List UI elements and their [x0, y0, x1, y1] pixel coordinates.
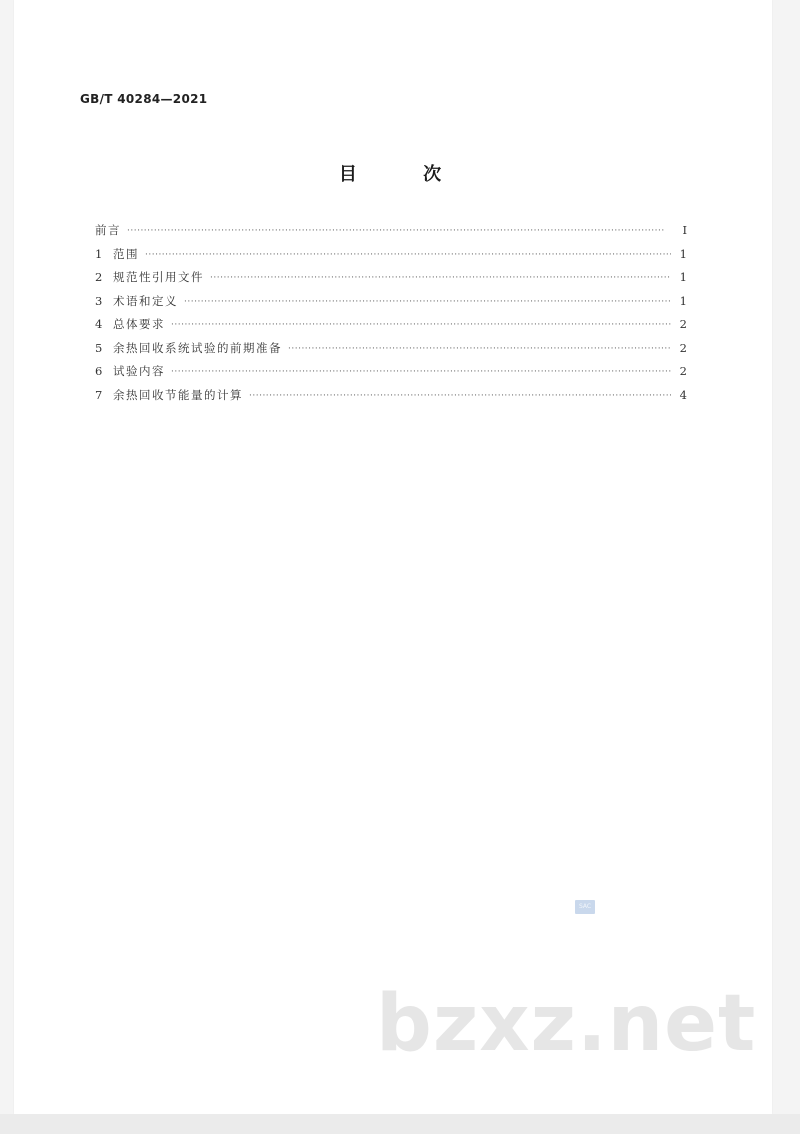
- toc-entry-number: 1: [95, 246, 103, 261]
- table-of-contents: [95, 222, 687, 410]
- toc-title: 目 次: [338, 164, 472, 185]
- toc-entry-text: 余热回收系统试验的前期准备: [113, 340, 282, 355]
- toc-entry-5[interactable]: [95, 340, 687, 364]
- toc-entry-text: 余热回收节能量的计算: [113, 387, 243, 402]
- toc-entry-page: 1: [679, 270, 687, 284]
- toc-entry-6[interactable]: [95, 363, 687, 387]
- toc-entry-text: 术语和定义: [113, 293, 178, 308]
- toc-entry-text: 规范性引用文件: [113, 270, 204, 284]
- toc-entry-page: 2: [679, 364, 687, 378]
- toc-leader-dots: [249, 391, 671, 401]
- standard-code: GB/T 40284—2021: [80, 92, 208, 106]
- toc-leader-dots: [184, 297, 671, 307]
- toc-entry-1[interactable]: [95, 246, 687, 270]
- toc-entry-number: 2: [95, 270, 103, 284]
- toc-entry-text: 前言: [95, 223, 121, 237]
- toc-entry-3[interactable]: [95, 293, 687, 317]
- site-watermark: bzxz.net: [376, 979, 757, 1069]
- toc-entry-page: 1: [679, 293, 687, 308]
- toc-leader-dots: [127, 226, 671, 236]
- toc-leader-dots: [288, 344, 671, 354]
- toc-entry-page: 2: [679, 317, 687, 331]
- toc-entry-number: 4: [95, 317, 103, 331]
- toc-entry-text: 范围: [113, 246, 139, 261]
- toc-entry-foreword[interactable]: [95, 222, 687, 246]
- sac-stamp: SAC: [575, 900, 595, 914]
- toc-entry-text: 试验内容: [113, 364, 165, 378]
- toc-entry-7[interactable]: [95, 387, 687, 411]
- toc-entry-page: 1: [679, 246, 687, 261]
- toc-entry-number: 3: [95, 293, 103, 308]
- toc-leader-dots: [145, 250, 671, 260]
- toc-entry-2[interactable]: [95, 269, 687, 293]
- toc-entry-number: 5: [95, 340, 103, 355]
- toc-leader-dots: [171, 320, 671, 330]
- toc-entry-page: Ⅰ: [682, 223, 687, 237]
- toc-entry-text: 总体要求: [113, 317, 165, 331]
- viewer-bottom-edge: [0, 1114, 800, 1134]
- toc-entry-number: 7: [95, 387, 103, 402]
- toc-entry-4[interactable]: [95, 316, 687, 340]
- toc-entry-number: 6: [95, 364, 103, 378]
- toc-leader-dots: [210, 273, 671, 283]
- toc-entry-page: 4: [679, 387, 687, 402]
- toc-entry-page: 2: [679, 340, 687, 355]
- toc-leader-dots: [171, 367, 671, 377]
